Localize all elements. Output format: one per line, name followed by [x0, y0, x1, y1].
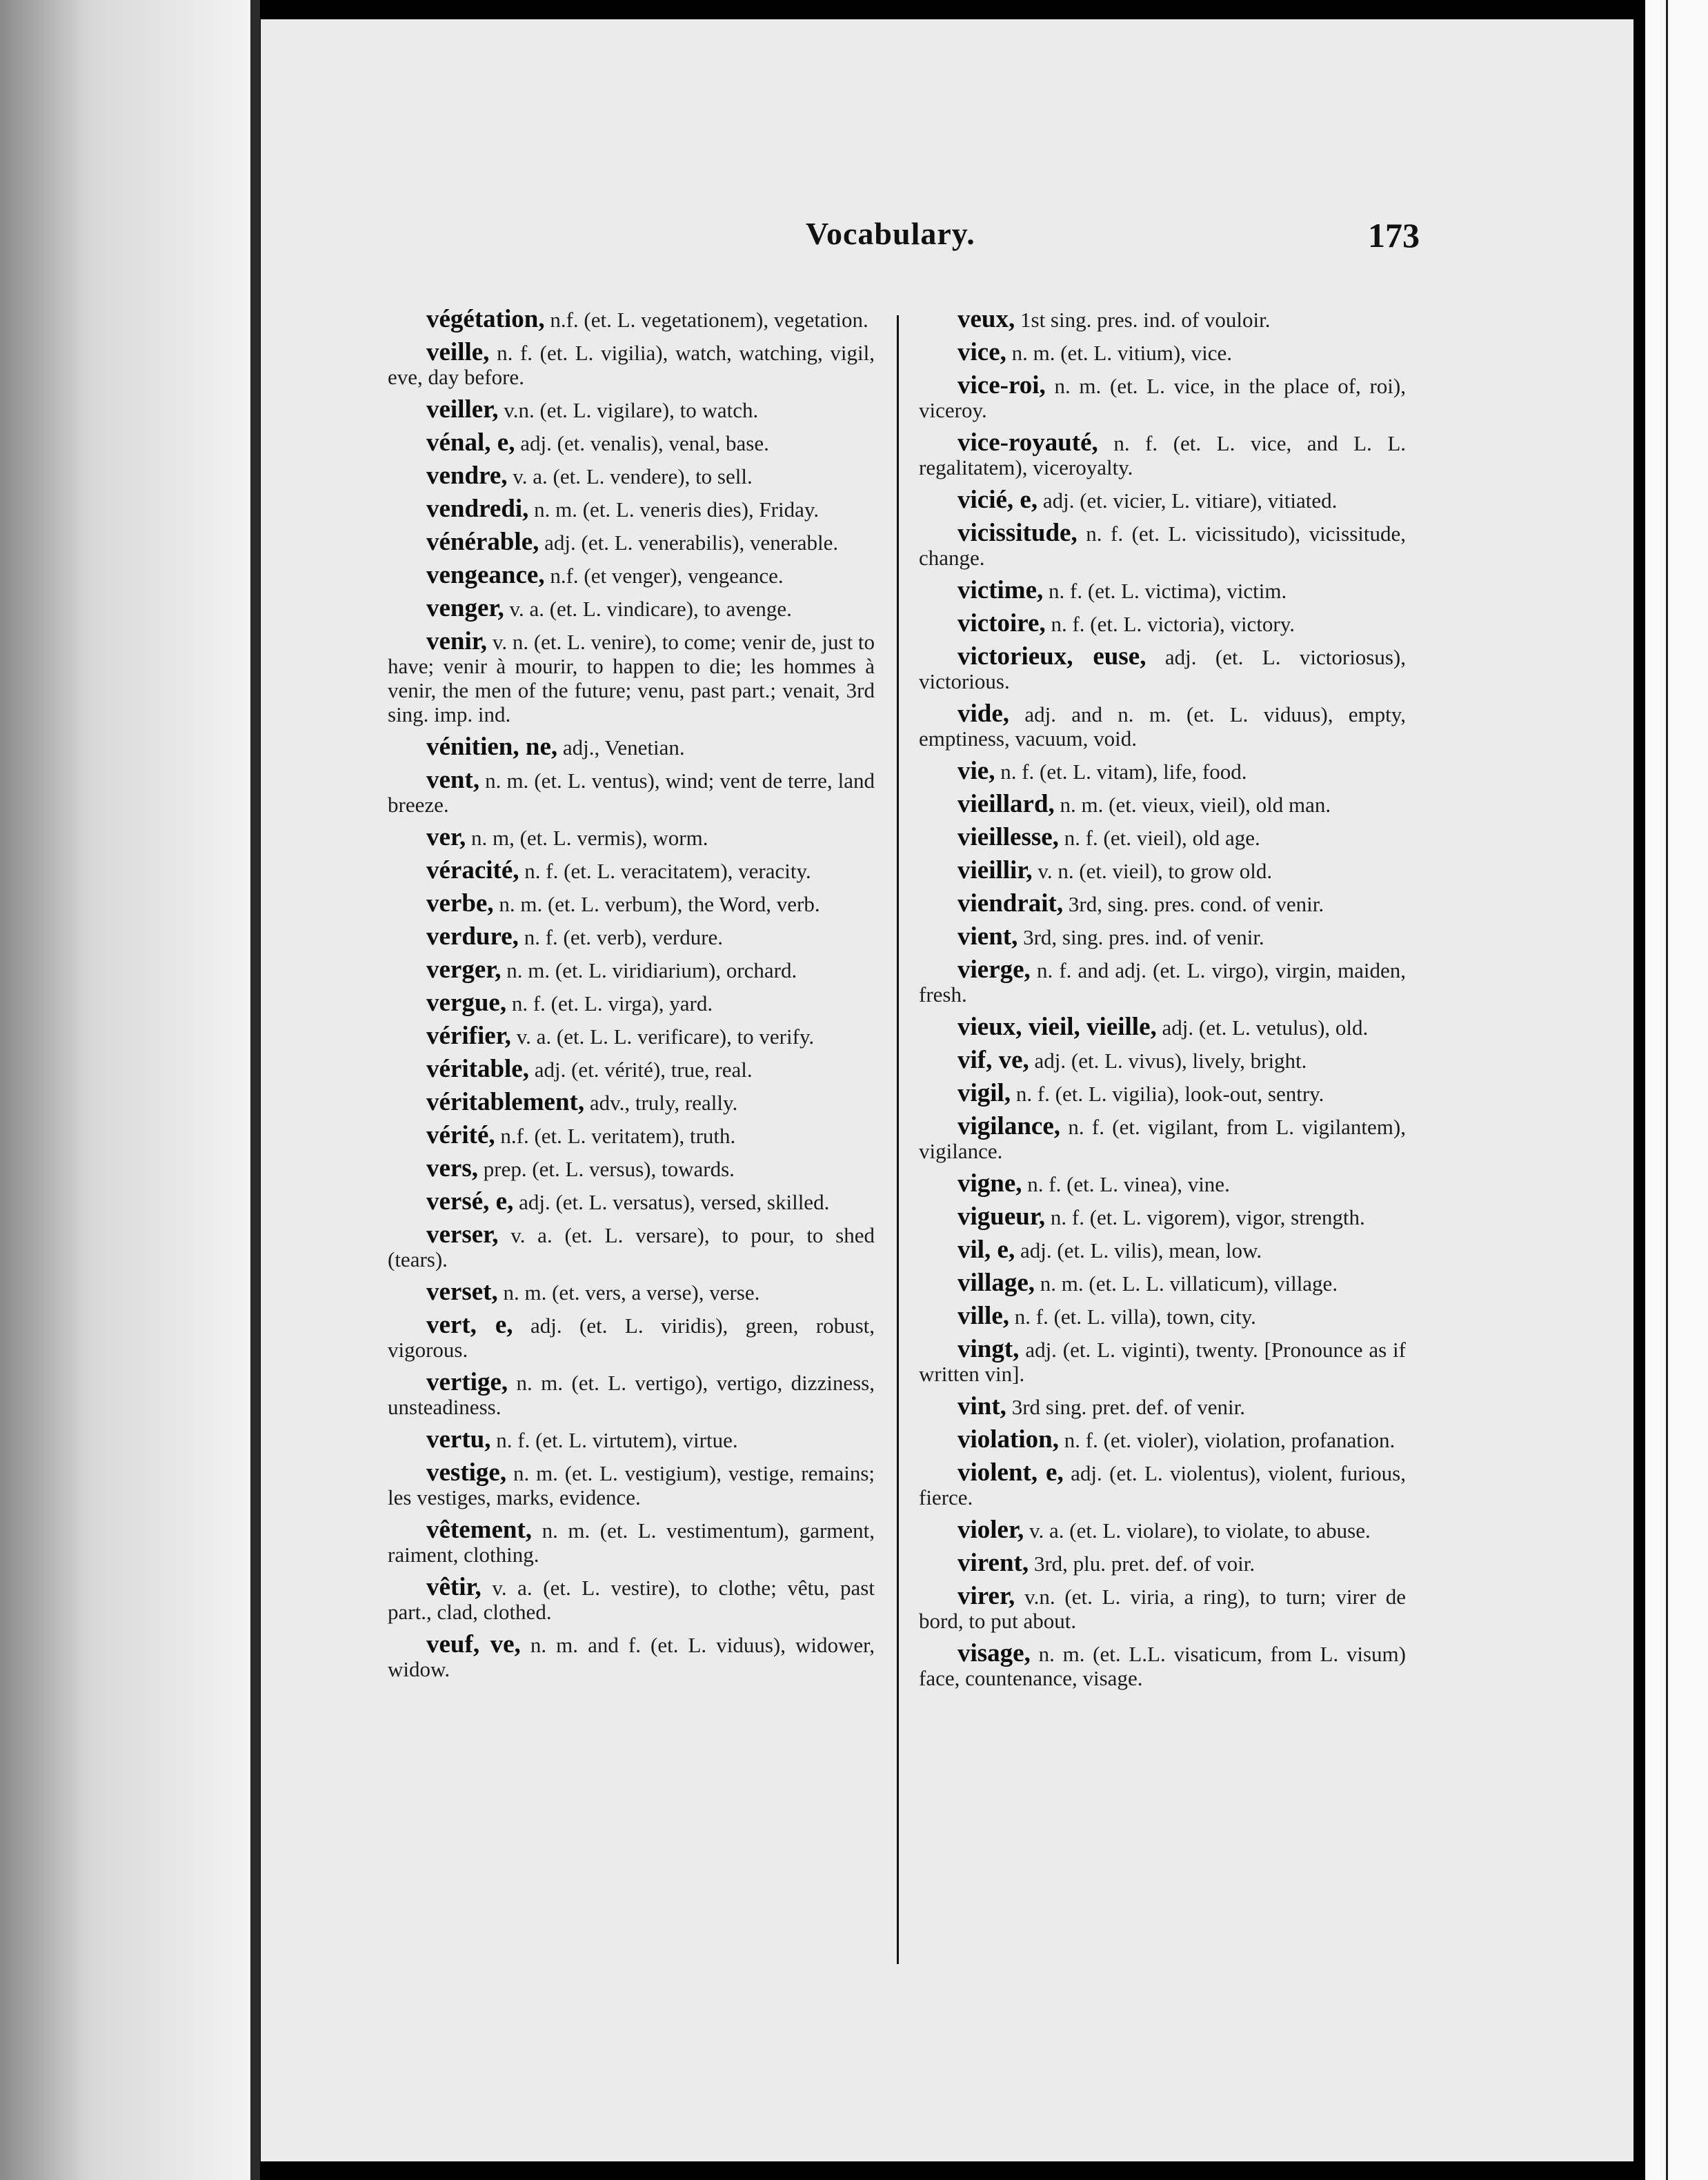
- entry-headword: ville,: [957, 1302, 1010, 1330]
- entry-definition: n. m. (et. L.L. visaticum, from L. visum) face, countenance, visage.: [919, 1642, 1406, 1690]
- entry-headword: vieillesse,: [957, 823, 1059, 851]
- entry-definition: adj. (et. L. versatus), versed, skilled.: [519, 1190, 830, 1214]
- dictionary-entry: [919, 373, 1406, 422]
- entry-headword: véritable,: [426, 1055, 529, 1083]
- entry-headword: vingt,: [957, 1335, 1020, 1363]
- entry-headword: vêtement,: [426, 1516, 533, 1544]
- dictionary-entry: [388, 307, 875, 332]
- entry-definition: n.f. (et. L. veritatem), truth.: [500, 1124, 736, 1148]
- dictionary-entry: [919, 611, 1406, 636]
- entry-headword: vil, e,: [957, 1236, 1015, 1264]
- dictionary-entry: [919, 1641, 1406, 1690]
- scan-border-line: [1666, 0, 1668, 2180]
- dictionary-entry: [919, 1202, 1406, 1231]
- dictionary-entry: [388, 924, 875, 949]
- entry-definition: n. m. (et. L. ventus), wind; vent de terre, land breeze.: [388, 769, 875, 817]
- entry-definition: n. m. and f. (et. L. viduus), widower, widow.: [388, 1633, 875, 1681]
- dictionary-entry: [388, 1123, 875, 1148]
- entry-definition: v. a. (et. L. L. verificare), to verify.: [516, 1024, 815, 1049]
- entry-definition: adj. (et. venalis), venal, base.: [520, 431, 769, 455]
- entry-headword: veux,: [957, 305, 1015, 333]
- right-column: [919, 307, 1406, 1976]
- dictionary-entry: [388, 1632, 875, 1681]
- entry-headword: visage,: [957, 1639, 1031, 1667]
- entry-definition: n. f. (et. L. vigilia), watch, watching, vigil, eve, day before.: [388, 341, 875, 389]
- entry-headword: versé, e,: [426, 1187, 514, 1216]
- dictionary-entry: [388, 340, 875, 389]
- dictionary-entry: [919, 1460, 1406, 1509]
- entry-headword: ver,: [426, 823, 466, 851]
- entry-headword: verbe,: [426, 889, 494, 918]
- dictionary-entry: [388, 735, 875, 760]
- entry-definition: adj. (et. L. vetulus), old.: [1162, 1015, 1369, 1040]
- entry-headword: vicissitude,: [957, 519, 1078, 547]
- entry-definition: n. f. (et. violer), violation, profanation.: [1064, 1428, 1396, 1452]
- entry-headword: vent,: [426, 766, 480, 794]
- column-divider: [897, 315, 899, 1964]
- entry-headword: vérifier,: [426, 1022, 511, 1050]
- dictionary-entry: [388, 563, 875, 588]
- dictionary-entry: [919, 1337, 1406, 1386]
- entry-definition: n. m. (et. L. verbum), the Word, verb.: [499, 892, 820, 916]
- dictionary-entry: [388, 596, 875, 621]
- entry-definition: n. f. (et. L. vinea), vine.: [1027, 1172, 1230, 1196]
- entry-headword: vide,: [957, 700, 1010, 728]
- entry-headword: victime,: [957, 576, 1044, 604]
- entry-headword: vêtir,: [426, 1573, 481, 1601]
- entry-definition: n. f. (et. L. vigilia), look-out, sentry.: [1015, 1082, 1324, 1106]
- entry-headword: verset,: [426, 1278, 498, 1306]
- entry-definition: adj. (et. L. viginti), twenty. [Pronounce as if written vin].: [919, 1338, 1406, 1386]
- entry-headword: vengeance,: [426, 561, 545, 589]
- entry-definition: n. m, (et. L. vermis), worm.: [470, 826, 708, 850]
- entry-headword: village,: [957, 1269, 1035, 1297]
- entry-definition: adj. (et. vérité), true, real.: [534, 1058, 753, 1082]
- entry-headword: vertu,: [426, 1425, 491, 1454]
- entry-headword: verger,: [426, 955, 502, 984]
- entry-headword: vigilance,: [957, 1112, 1061, 1140]
- entry-definition: adj. (et. L. vilis), mean, low.: [1020, 1238, 1262, 1262]
- dictionary-entry: [919, 924, 1406, 949]
- dictionary-entry: [919, 1238, 1406, 1262]
- entry-headword: vergue,: [426, 989, 507, 1017]
- entry-definition: v. a. (et. L. violare), to violate, to abuse.: [1029, 1518, 1371, 1543]
- dictionary-entry: [388, 397, 875, 422]
- entry-headword: vicié, e,: [957, 486, 1038, 514]
- entry-headword: véracité,: [426, 856, 519, 884]
- entry-definition: adj. (et. L. violentus), violent, furious, fierce.: [919, 1461, 1406, 1509]
- dictionary-entry: [919, 307, 1406, 332]
- dictionary-entry: [919, 702, 1406, 751]
- dictionary-entry: [388, 1189, 875, 1214]
- entry-definition: 3rd, plu. pret. def. of voir.: [1033, 1552, 1255, 1576]
- entry-headword: vif, ve,: [957, 1046, 1029, 1074]
- entry-headword: vert, e,: [426, 1311, 513, 1339]
- entry-headword: vénitien, ne,: [426, 733, 558, 761]
- entry-definition: adj. and n. m. (et. L. viduus), empty, emptiness, vacuum, void.: [919, 702, 1406, 751]
- entry-headword: venger,: [426, 594, 504, 622]
- entry-headword: vieillir,: [957, 856, 1033, 884]
- entry-headword: vice-royauté,: [957, 428, 1098, 457]
- entry-definition: n. f. (et. L. vitam), life, food.: [1000, 760, 1247, 784]
- entry-definition: v. a. (et. L. versare), to pour, to shed (tears).: [388, 1223, 875, 1271]
- entry-headword: vie,: [957, 757, 995, 785]
- entry-definition: n. m. (et. L. vestigium), vestige, remains; les vestiges, marks, evidence.: [388, 1461, 875, 1509]
- dictionary-entry: [388, 858, 875, 883]
- dictionary-entry: [388, 1222, 875, 1271]
- facing-page-edge: [0, 0, 259, 2180]
- entry-headword: vigil,: [957, 1079, 1011, 1107]
- entry-definition: n. m. (et. L. vice, in the place of, roi), viceroy.: [919, 374, 1406, 422]
- dictionary-entry: [388, 530, 875, 555]
- entry-headword: végétation,: [426, 305, 545, 333]
- page-gutter-shadow: [250, 0, 260, 2180]
- entry-headword: verdure,: [426, 922, 519, 951]
- dictionary-entry: [388, 891, 875, 916]
- entry-headword: vendredi,: [426, 495, 529, 523]
- dictionary-entry: [388, 825, 875, 850]
- entry-definition: n. m. (et. L. L. villaticum), village.: [1040, 1271, 1338, 1296]
- dictionary-entry: [388, 430, 875, 455]
- entry-definition: n. m. (et. vieux, vieil), old man.: [1060, 793, 1331, 817]
- entry-headword: veille,: [426, 338, 490, 366]
- entry-definition: n. f. (et. L. villa), town, city.: [1014, 1305, 1256, 1329]
- entry-definition: 3rd, sing. pres. ind. of venir.: [1023, 925, 1264, 949]
- entry-definition: n. f. (et. verb), verdure.: [524, 925, 724, 949]
- entry-definition: adj. (et. L. vivus), lively, bright.: [1034, 1049, 1307, 1073]
- entry-definition: n. m. (et. vers, a verse), verse.: [503, 1280, 760, 1305]
- entry-definition: n. m. (et. L. veneris dies), Friday.: [534, 497, 820, 522]
- entry-headword: vice,: [957, 338, 1006, 366]
- entry-headword: victorieux, euse,: [957, 642, 1146, 671]
- dictionary-entry: [919, 1048, 1406, 1073]
- entry-definition: adj., Venetian.: [562, 735, 685, 760]
- entry-definition: n. f. (et. L. virtutem), virtue.: [496, 1428, 738, 1452]
- dictionary-entry: [919, 1304, 1406, 1329]
- entry-definition: n.f. (et venger), vengeance.: [550, 564, 784, 588]
- dictionary-entry: [388, 1427, 875, 1452]
- dictionary-entry: [919, 792, 1406, 817]
- entry-headword: vient,: [957, 922, 1018, 951]
- entry-headword: vers,: [426, 1154, 478, 1182]
- entry-definition: n. f. (et. L. vigorem), vigor, strength.: [1050, 1205, 1365, 1229]
- entry-definition: 3rd, sing. pres. cond. of venir.: [1068, 892, 1324, 916]
- dictionary-entry: [919, 521, 1406, 570]
- dictionary-entry: [388, 1518, 875, 1567]
- entry-definition: adj. (et. L. venerabilis), venerable.: [544, 531, 839, 555]
- entry-definition: n. m. (et. L. vitium), vice.: [1011, 341, 1233, 365]
- dictionary-entry: [388, 1156, 875, 1181]
- entry-headword: vénérable,: [426, 528, 539, 556]
- entry-definition: n. f. (et. L. vicissitudo), vicissitude, change.: [919, 522, 1407, 570]
- entry-definition: v. a. (et. L. vestire), to clothe; vêtu, past part., clad, clothed.: [388, 1576, 875, 1624]
- entry-definition: adj. (et. vicier, L. vitiare), vitiated.: [1042, 488, 1338, 513]
- entry-headword: vénal, e,: [426, 428, 515, 457]
- entry-headword: virer,: [957, 1582, 1015, 1610]
- dictionary-entry: [388, 955, 875, 984]
- entry-definition: n. f. (et. L. veracitatem), veracity.: [524, 859, 811, 883]
- entry-headword: véritablement,: [426, 1088, 585, 1116]
- entry-definition: n. f. (et. L. victoria), victory.: [1051, 612, 1295, 636]
- dictionary-entry: [388, 1280, 875, 1305]
- entry-definition: v. n. (et. vieil), to grow old.: [1037, 859, 1273, 883]
- dictionary-entry: [919, 578, 1406, 603]
- entry-definition: adv., truly, really.: [589, 1091, 738, 1115]
- dictionary-entry: [919, 955, 1406, 1007]
- entry-headword: violer,: [957, 1516, 1024, 1544]
- entry-headword: vestige,: [426, 1458, 507, 1487]
- entry-headword: violation,: [957, 1425, 1059, 1454]
- entry-headword: violent, e,: [957, 1458, 1064, 1487]
- entry-definition: v. a. (et. L. vindicare), to avenge.: [509, 597, 792, 621]
- entry-definition: 1st sing. pres. ind. of vouloir.: [1020, 308, 1271, 332]
- entry-definition: adj. (et. L. viridis), green, robust, vigorous.: [388, 1314, 875, 1362]
- dictionary-entry: [388, 1575, 875, 1624]
- entry-definition: n. m. (et. L. vertigo), vertigo, dizziness, unsteadiness.: [388, 1371, 875, 1419]
- dictionary-entry: [919, 858, 1406, 883]
- entry-headword: vierge,: [957, 955, 1031, 984]
- dictionary-entry: [388, 1460, 875, 1509]
- entry-definition: v.n. (et. L. viria, a ring), to turn; virer de bord, to put about.: [919, 1585, 1406, 1633]
- page-title: Vocabulary.: [806, 216, 975, 251]
- entry-headword: vendre,: [426, 462, 508, 490]
- entry-headword: verser,: [426, 1220, 499, 1249]
- entry-definition: n. f. and adj. (et. L. virgo), virgin, maiden, fresh.: [919, 958, 1406, 1007]
- dictionary-entry: [919, 1518, 1406, 1543]
- dictionary-entry: [919, 340, 1406, 365]
- entry-definition: n. m. (et. L. vestimentum), garment, raiment, clothing.: [388, 1518, 875, 1567]
- entry-headword: venir,: [426, 627, 488, 655]
- entry-headword: vérité,: [426, 1121, 495, 1149]
- dictionary-entry: [919, 1427, 1406, 1452]
- dictionary-entry: [919, 1171, 1406, 1196]
- entry-headword: veiller,: [426, 395, 499, 424]
- entry-headword: vieux, vieil, vieille,: [957, 1013, 1157, 1041]
- dictionary-entry: [388, 1090, 875, 1115]
- entry-headword: vieillard,: [957, 790, 1055, 818]
- entry-definition: n. f. (et. L. victima), victim.: [1049, 579, 1287, 603]
- entry-definition: n.f. (et. L. vegetationem), vegetation.: [550, 308, 868, 332]
- dictionary-entry: [919, 1551, 1406, 1576]
- entry-definition: n. m. (et. L. viridiarium), orchard.: [506, 958, 797, 982]
- dictionary-entry: [388, 1313, 875, 1362]
- entry-headword: virent,: [957, 1549, 1029, 1577]
- entry-headword: vigne,: [957, 1169, 1022, 1198]
- dictionary-entry: [919, 891, 1406, 916]
- running-head: [544, 215, 1420, 264]
- dictionary-entry: [919, 1114, 1406, 1163]
- dictionary-entry: [919, 825, 1406, 850]
- scan-margin: [1645, 0, 1708, 2180]
- entry-headword: vertige,: [426, 1368, 508, 1396]
- dictionary-entry: [388, 629, 875, 726]
- entry-definition: 3rd sing. pret. def. of venir.: [1011, 1395, 1246, 1419]
- dictionary-entry: [388, 497, 875, 522]
- dictionary-entry: [919, 1394, 1406, 1419]
- entry-definition: v. n. (et. L. venire), to come; venir de, just to have; venir à mourir, to happen to die; les hommes à venir, the men of the future; venu, past part.; venait, 3rd sing. imp. ind.: [388, 630, 875, 726]
- dictionary-entry: [388, 1057, 875, 1082]
- entry-headword: victoire,: [957, 609, 1046, 637]
- page-number: 173: [1368, 216, 1420, 255]
- left-column: [388, 307, 875, 1976]
- dictionary-entry: [919, 430, 1406, 479]
- entry-headword: veuf, ve,: [426, 1630, 521, 1658]
- dictionary-entry: [388, 1370, 875, 1419]
- entry-definition: n. f. (et. L. vice, and L. L. regalitatem), viceroyalty.: [919, 431, 1406, 479]
- entry-definition: v. a. (et. L. vendere), to sell.: [513, 464, 753, 488]
- entry-headword: viendrait,: [957, 889, 1064, 918]
- entry-definition: adj. (et. L. victoriosus), victorious.: [919, 645, 1407, 693]
- entry-definition: n. f. (et. vieil), old age.: [1064, 826, 1260, 850]
- dictionary-entry: [919, 1271, 1406, 1296]
- dictionary-entry: [919, 759, 1406, 784]
- entry-headword: vice-roi,: [957, 371, 1046, 399]
- entry-definition: n. f. (et. L. virga), yard.: [511, 991, 713, 1015]
- dictionary-entry: [919, 1081, 1406, 1106]
- dictionary-entry: [388, 1024, 875, 1049]
- dictionary-entry: [919, 1584, 1406, 1633]
- dictionary-entry: [919, 1015, 1406, 1040]
- entry-headword: vint,: [957, 1392, 1006, 1420]
- dictionary-entry: [919, 644, 1406, 693]
- entry-definition: n. f. (et. vigilant, from L. vigilantem), vigilance.: [919, 1115, 1406, 1163]
- entry-definition: v.n. (et. L. vigilare), to watch.: [504, 398, 759, 422]
- dictionary-entry: [388, 768, 875, 817]
- entry-headword: vigueur,: [957, 1202, 1046, 1231]
- dictionary-entry: [388, 991, 875, 1015]
- entry-definition: prep. (et. L. versus), towards.: [483, 1157, 735, 1181]
- dictionary-entry: [919, 488, 1406, 513]
- dictionary-entry: [388, 464, 875, 488]
